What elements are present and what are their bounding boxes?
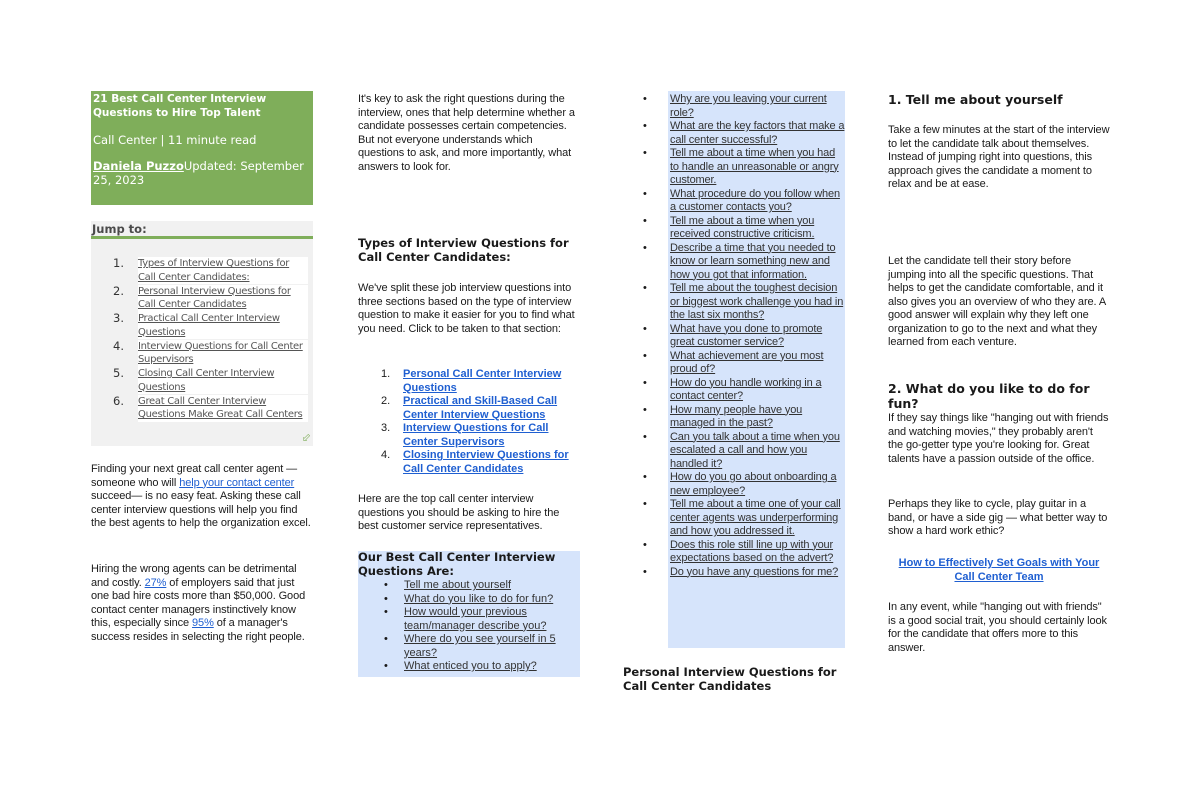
jump-item-number: 3. (113, 311, 124, 325)
intro-text-a: Finding your next great call center agent — someone who will (91, 463, 298, 489)
best-questions-box (358, 551, 580, 677)
article-header (91, 91, 313, 205)
bullet-icon: • (643, 214, 647, 227)
question-link[interactable]: What procedure do you follow when a customer contacts you? (670, 187, 840, 213)
bullet-icon: • (643, 241, 647, 254)
bullet-icon: • (643, 282, 647, 294)
question-link[interactable]: What have you done to promote great customer service? (670, 322, 823, 348)
jump-item-number: 1. (113, 256, 124, 270)
section-item[interactable] (378, 368, 578, 395)
section-links-list (378, 368, 578, 476)
author-link[interactable]: Daniela Puzzo (93, 159, 184, 173)
set-goals-link[interactable]: How to Effectively Set Goals with Your Call Center Team (898, 557, 1100, 583)
fun-paragraph-1: If they say things like "hanging out with friends and watching movies," they probably aren't the go-getter type you're looking for. Great talents have a passion outside of the office. (888, 412, 1109, 465)
bullet-icon: • (384, 633, 388, 645)
author-line (93, 159, 311, 187)
best-question-item[interactable] (358, 660, 580, 674)
question-item[interactable] (623, 471, 845, 498)
jump-item-number: 5. (113, 366, 124, 380)
question-link[interactable]: How many people have you managed in the past? (670, 403, 803, 429)
question-link[interactable]: Tell me about the toughest decision or biggest work challenge you had in the last six months? (670, 282, 844, 321)
question-item[interactable] (623, 431, 845, 472)
hiring-paragraph (91, 563, 313, 644)
question-item[interactable] (623, 323, 845, 350)
best-question-link[interactable]: Where do you see yourself in 5 years? (404, 633, 556, 659)
best-question-item[interactable] (358, 633, 580, 660)
section-item-number: 2. (381, 395, 391, 407)
question-link[interactable]: Do you have any questions for me? (670, 565, 839, 578)
intro-text-b: succeed— is no easy feat. Asking these call center interview questions will help you find the best agents to help the organization excel. (91, 490, 311, 529)
question-link[interactable]: Can you talk about a time when you escalated a call and how you handled it? (670, 430, 840, 470)
tell-me-heading: 1. Tell me about yourself (888, 92, 1063, 107)
jump-item[interactable] (113, 367, 311, 394)
bullet-icon: • (643, 187, 647, 200)
jump-divider (91, 236, 313, 239)
bullet-icon: • (643, 120, 647, 132)
section-link[interactable]: Practical and Skill-Based Call Center Interview Questions (403, 395, 558, 421)
bullet-icon: • (384, 660, 388, 672)
question-item[interactable] (623, 282, 845, 323)
bullet-icon: • (643, 471, 647, 483)
question-item[interactable] (623, 242, 845, 283)
best-questions-list (358, 579, 580, 674)
question-item[interactable] (623, 566, 845, 580)
best-question-link[interactable]: What enticed you to apply? (404, 660, 537, 672)
question-item[interactable] (623, 377, 845, 404)
best-question-link[interactable]: Tell me about yourself (404, 579, 511, 591)
jump-item-number: 6. (113, 393, 124, 408)
jump-to-panel (91, 221, 313, 446)
bullet-icon: • (643, 93, 647, 105)
best-question-item[interactable] (358, 579, 580, 593)
stat-27-link[interactable]: 27% (144, 576, 167, 589)
questions-list (623, 93, 845, 579)
stat-95-link[interactable]: 95% (192, 617, 214, 629)
tell-me-paragraph-2: Let the candidate tell their story before jumping into all the specific questions. That helps to get the candidate comfortable, and it also gives you an overview of who they are. A good answer will explain why they left one organization to go to the next and what they learned from each venture. (888, 255, 1106, 348)
question-item[interactable] (623, 539, 845, 566)
bullet-icon: • (643, 322, 647, 335)
section-item-number: 1. (381, 368, 391, 380)
question-item[interactable] (623, 120, 845, 147)
bullet-icon: • (384, 579, 388, 591)
section-item-number: 3. (381, 422, 391, 434)
bullet-icon: • (384, 592, 388, 605)
article-meta: Call Center | 11 minute read (93, 133, 257, 147)
bullet-icon: • (643, 349, 647, 362)
bullet-icon: • (643, 376, 647, 389)
question-item[interactable] (623, 404, 845, 431)
jump-item-link[interactable]: Practical Call Center Interview Questions (138, 312, 308, 339)
top-questions-paragraph: Here are the top call center interview questions you should be asking to hire the best customer service representatives. (358, 493, 560, 532)
article-title: 21 Best Call Center Interview Questions to Hire Top Talent (93, 93, 267, 119)
jump-list (113, 257, 311, 422)
question-link[interactable]: How do you go about onboarding a new employee? (670, 471, 837, 497)
section-item[interactable] (378, 449, 578, 476)
question-link[interactable]: Tell me about a time when you had to handle an unreasonable or angry customer. (670, 147, 839, 186)
jump-item[interactable] (113, 395, 311, 422)
jump-to-title: Jump to: (92, 222, 147, 236)
question-link[interactable]: Tell me about a time one of your call center agents was underperforming and how you addressed it. (670, 498, 841, 537)
bullet-icon: • (643, 430, 647, 443)
jump-item[interactable] (113, 312, 311, 339)
question-link[interactable]: Tell me about a time when you received constructive criticism. (670, 214, 815, 240)
updated-date: Updated: September 25, 2023 (93, 159, 304, 187)
bullet-icon: • (384, 606, 388, 618)
question-link[interactable]: Why are you leaving your current role? (670, 93, 827, 119)
question-link[interactable]: What are the key factors that make a call center successful? (670, 120, 845, 146)
jump-item-link[interactable]: Personal Interview Questions for Call Center Candidates (138, 285, 308, 312)
question-item[interactable] (623, 93, 845, 120)
section-link[interactable]: Personal Call Center Interview Questions (403, 368, 562, 394)
question-link[interactable]: Describe a time that you needed to know or learn something new and how you got that information. (670, 241, 836, 281)
jump-item[interactable] (113, 285, 311, 312)
jump-item-link[interactable]: Interview Questions for Call Center Supervisors (138, 340, 308, 367)
fun-paragraph-3: In any event, while "hanging out with friends" is a good social trait, you should certainly look for the candidate that offers more to this answer. (888, 601, 1107, 654)
question-link[interactable]: Does this role still line up with your expectations based on the advert? (670, 538, 834, 564)
question-item[interactable] (623, 498, 845, 539)
jump-item-number: 4. (113, 338, 124, 353)
question-item[interactable] (623, 188, 845, 215)
section-item[interactable] (378, 422, 578, 449)
bullet-icon: • (643, 403, 647, 416)
best-question-link[interactable]: How would your previous team/manager describe you? (404, 606, 547, 632)
intro-paragraph (91, 463, 313, 531)
section-item[interactable] (378, 395, 578, 422)
expand-icon[interactable]: ⬃ (301, 432, 311, 444)
hiring-text-c: of a manager's success resides in selecting the right people. (91, 617, 305, 643)
jump-item[interactable] (113, 257, 311, 284)
key-questions-paragraph: It's key to ask the right questions during the interview, ones that help determine whether a candidate possesses certain competencies. But not everyone understands which questions to ask, and more importantly, what answers to look for. (358, 93, 575, 173)
question-item[interactable] (623, 147, 845, 188)
question-link[interactable]: How do you handle working in a contact center? (670, 376, 822, 402)
jump-item-link[interactable]: Great Call Center Interview Questions Make Great Call Centers (138, 395, 308, 422)
tell-me-paragraph-1: Take a few minutes at the start of the interview to let the candidate talk about themselves. Instead of jumping right into questions, this approach gives the candidate a moment to relax and be at ease. (888, 124, 1110, 190)
question-item[interactable] (623, 215, 845, 242)
best-questions-heading: Our Best Call Center Interview Questions Are: (358, 550, 556, 578)
personal-questions-heading: Personal Interview Questions for Call Center Candidates (623, 665, 837, 693)
jump-item-number: 2. (113, 283, 124, 298)
bullet-icon: • (643, 565, 647, 578)
bullet-icon: • (643, 147, 647, 159)
section-item-number: 4. (381, 449, 391, 461)
bullet-icon: • (643, 498, 647, 510)
types-heading: Types of Interview Questions for Call Center Candidates: (358, 236, 569, 264)
jump-item-link[interactable]: Closing Call Center Interview Questions (138, 367, 308, 394)
section-link[interactable]: Closing Interview Questions for Call Center Candidates (403, 449, 569, 475)
hiring-text-b: of employers said that just one bad hire costs more than $50,000. Good contact center managers instinctively know this, especially since (91, 576, 306, 629)
best-question-item[interactable] (358, 593, 580, 607)
best-question-link[interactable]: What do you like to do for fun? (404, 592, 554, 605)
bullet-icon: • (643, 538, 647, 551)
question-link[interactable]: What achievement are you most proud of? (670, 349, 824, 375)
contact-center-link[interactable]: help your contact center (179, 476, 295, 489)
section-link[interactable]: Interview Questions for Call Center Supervisors (403, 422, 549, 448)
question-item[interactable] (623, 350, 845, 377)
jump-item[interactable] (113, 340, 311, 367)
fun-heading: 2. What do you like to do for fun? (888, 381, 1090, 411)
hiring-text-a: Hiring the wrong agents can be detrimental and costly. (91, 563, 297, 589)
best-question-item[interactable] (358, 606, 580, 633)
jump-item-link[interactable]: Types of Interview Questions for Call Center Candidates: (138, 257, 308, 284)
split-paragraph: We've split these job interview questions into three sections based on the type of interview question to make it easier for you to find what you need. Click to be taken to that section: (358, 282, 575, 335)
fun-paragraph-2: Perhaps they like to cycle, play guitar in a band, or have a side gig — what better way to show a hard work ethic? (888, 498, 1108, 537)
